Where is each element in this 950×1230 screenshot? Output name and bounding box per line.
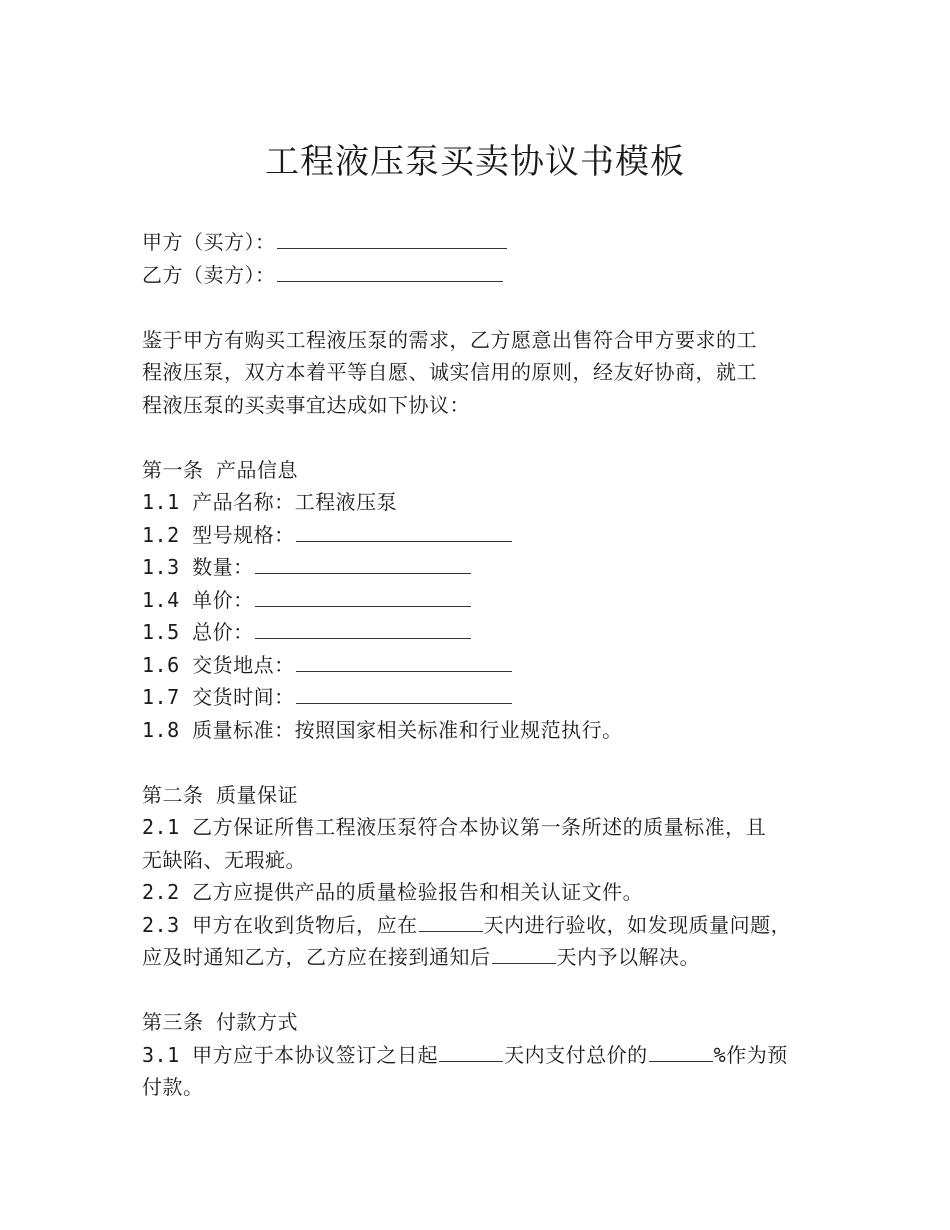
article2-item-3-part-a: 2.3 甲方在收到货物后，应在 [142, 912, 418, 937]
quantity-blank [255, 551, 471, 574]
document-body [142, 226, 842, 1104]
party-a-label: 甲方（买方）： [142, 230, 276, 254]
delivery-place-blank [296, 649, 512, 672]
preamble-line-3: 程液压泵的买卖事宜达成如下协议： [142, 392, 470, 417]
prepay-percent-blank [649, 1039, 713, 1062]
party-a-blank [277, 226, 507, 249]
article1-item-2 [142, 519, 842, 552]
article1-item-3 [142, 551, 842, 584]
article1-item-5-label: 1.5 总价： [142, 620, 254, 644]
document-title: 工程液压泵买卖协议书模板 [265, 142, 685, 182]
model-blank [296, 519, 512, 542]
preamble-line-1: 鉴于甲方有购买工程液压泵的需求，乙方愿意出售符合甲方要求的工 [142, 327, 757, 352]
article1-item-6-label: 1.6 交货地点： [142, 652, 295, 677]
article1-item-1: 1.1 产品名称：工程液压泵 [142, 490, 398, 514]
article1-item-7 [142, 681, 842, 714]
preamble-line-2: 程液压泵，双方本着平等自愿、诚实信用的原则，经友好协商，就工 [142, 360, 757, 384]
article3-item-1-line-2: 付款。 [142, 1075, 204, 1099]
inspection-days-blank [419, 909, 483, 932]
article1-item-5 [142, 616, 842, 649]
article1-item-7-label: 1.7 交货时间： [142, 685, 295, 709]
article1-item-4 [142, 584, 842, 617]
article2-item-3-part-c: 应及时通知乙方，乙方应在接到通知后 [142, 945, 491, 969]
article2-item-3-part-d: 天内予以解决。 [556, 945, 700, 969]
party-a-line [142, 226, 842, 259]
party-b-label: 乙方（卖方）： [142, 262, 276, 287]
article2-item-2: 2.2 乙方应提供产品的质量检验报告和相关认证文件。 [142, 880, 644, 904]
total-price-blank [255, 616, 471, 639]
article2-item-1-line-2: 无缺陷、无瑕疵。 [142, 847, 306, 872]
article3-heading: 第三条 付款方式 [142, 1010, 299, 1034]
article3-item-1-line-1 [142, 1039, 842, 1072]
article1-item-2-label: 1.2 型号规格： [142, 522, 295, 547]
resolve-days-blank [492, 941, 556, 964]
article2-item-1-line-1: 2.1 乙方保证所售工程液压泵符合本协议第一条所述的质量标准，且 [142, 815, 767, 839]
article1-item-4-label: 1.4 单价： [142, 587, 254, 612]
article1-item-3-label: 1.3 数量： [142, 555, 254, 579]
article2-item-3-part-b: 天内进行验收，如发现质量问题， [483, 912, 792, 937]
article2-heading: 第二条 质量保证 [142, 782, 299, 807]
article2-item-3-line-1 [142, 909, 842, 942]
unit-price-blank [255, 584, 471, 607]
article1-item-8: 1.8 质量标准：按照国家相关标准和行业规范执行。 [142, 717, 623, 742]
delivery-time-blank [296, 681, 512, 704]
article1-heading: 第一条 产品信息 [142, 457, 299, 482]
prepay-days-blank [439, 1039, 503, 1062]
article3-item-1-part-a: 3.1 甲方应于本协议签订之日起 [142, 1042, 439, 1067]
article2-item-3-line-2 [142, 941, 842, 974]
article3-item-1-part-c: %作为预 [713, 1042, 788, 1067]
article3-item-1-part-b: 天内支付总价的 [504, 1042, 648, 1067]
party-b-line [142, 259, 842, 292]
article1-item-6 [142, 649, 842, 682]
party-b-blank [277, 259, 503, 282]
